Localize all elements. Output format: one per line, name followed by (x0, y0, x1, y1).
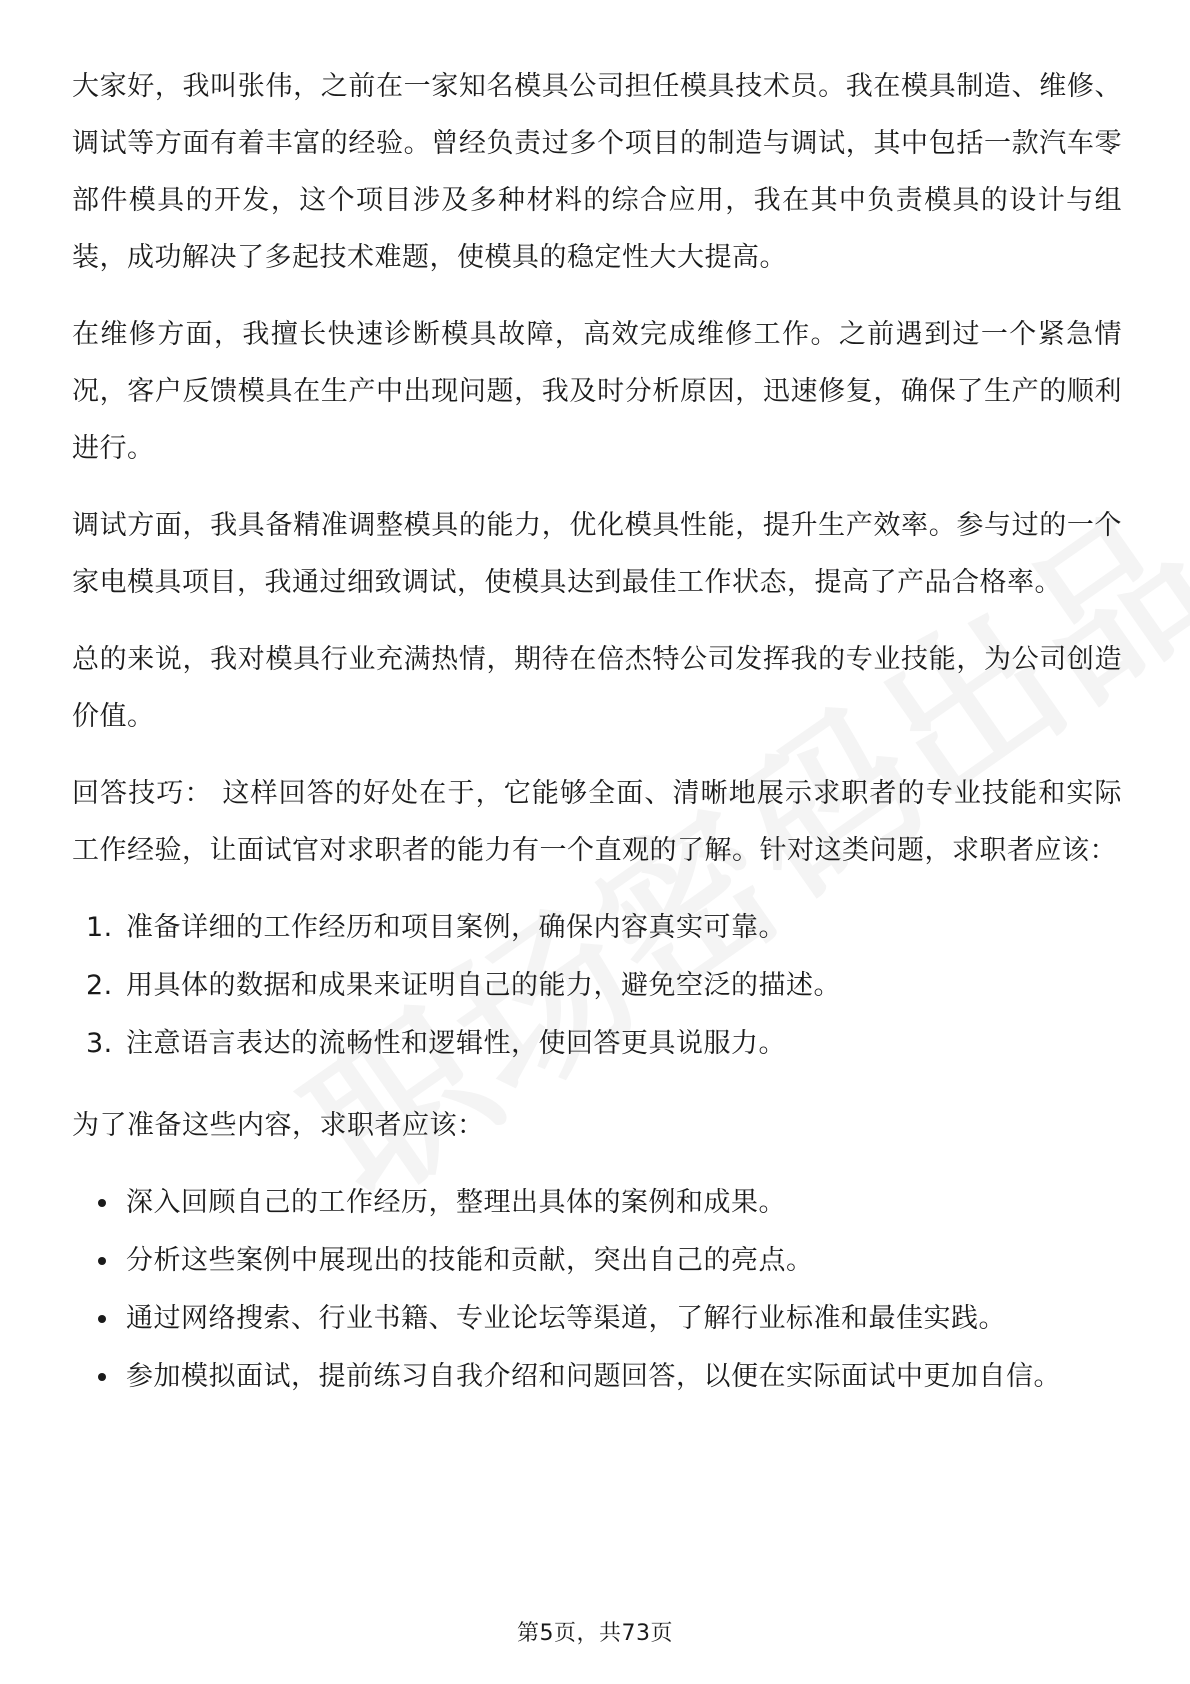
list-item (72, 1174, 1122, 1232)
paragraph-intro: 大家好，我叫张伟，之前在一家知名模具公司担任模具技术员。我在模具制造、维修、调试等方面有着丰富的经验。曾经负责过多个项目的制造与调试，其中包括一款汽车零部件模具的开发，这个项目涉及多种材料的综合应用，我在其中负责模具的设计与组装，成功解决了多起技术难题，使模具的稳定性大大提高。 (72, 71, 1122, 273)
list-item-text: 用具体的数据和成果来证明自己的能力，避免空泛的描述。 (126, 970, 841, 1001)
bullet-list (72, 1174, 1122, 1406)
list-number: 1. (86, 912, 113, 943)
paragraph-preparation: 为了准备这些内容，求职者应该： (72, 1110, 485, 1141)
list-item (72, 899, 1122, 957)
list-item (72, 1348, 1122, 1406)
list-number: 3. (86, 1028, 113, 1059)
numbered-list (72, 899, 1122, 1073)
paragraph-debugging: 调试方面，我具备精准调整模具的能力，优化模具性能，提升生产效率。参与过的一个家电模具项目，我通过细致调试，使模具达到最佳工作状态，提高了产品合格率。 (72, 510, 1122, 598)
list-item (72, 957, 1122, 1015)
list-item (72, 1232, 1122, 1290)
list-number: 2. (86, 970, 113, 1001)
document-body (72, 58, 1122, 1430)
bullet-icon (98, 1257, 106, 1265)
paragraph-repair: 在维修方面，我擅长快速诊断模具故障，高效完成维修工作。之前遇到过一个紧急情况，客户反馈模具在生产中出现问题，我及时分析原因，迅速修复，确保了生产的顺利进行。 (72, 319, 1122, 464)
list-item (72, 1015, 1122, 1073)
list-item-text: 深入回顾自己的工作经历，整理出具体的案例和成果。 (126, 1187, 786, 1218)
paragraph-summary: 总的来说，我对模具行业充满热情，期待在倍杰特公司发挥我的专业技能，为公司创造价值。 (72, 644, 1122, 732)
list-item-text: 通过网络搜索、行业书籍、专业论坛等渠道，了解行业标准和最佳实践。 (126, 1303, 1006, 1334)
list-item-text: 参加模拟面试，提前练习自我介绍和问题回答，以便在实际面试中更加自信。 (126, 1361, 1061, 1392)
bullet-icon (98, 1315, 106, 1323)
paragraph-answer-tips: 回答技巧： 这样回答的好处在于，它能够全面、清晰地展示求职者的专业技能和实际工作经验，让面试官对求职者的能力有一个直观的了解。针对这类问题，求职者应该： (72, 778, 1122, 866)
bullet-icon (98, 1199, 106, 1207)
list-item-text: 准备详细的工作经历和项目案例，确保内容真实可靠。 (126, 912, 786, 943)
list-item-text: 注意语言表达的流畅性和逻辑性，使回答更具说服力。 (126, 1028, 786, 1059)
bullet-icon (98, 1373, 106, 1381)
page-footer: 第5页，共73页 (517, 1621, 673, 1646)
list-item (72, 1290, 1122, 1348)
list-item-text: 分析这些案例中展现出的技能和贡献，突出自己的亮点。 (126, 1245, 814, 1276)
